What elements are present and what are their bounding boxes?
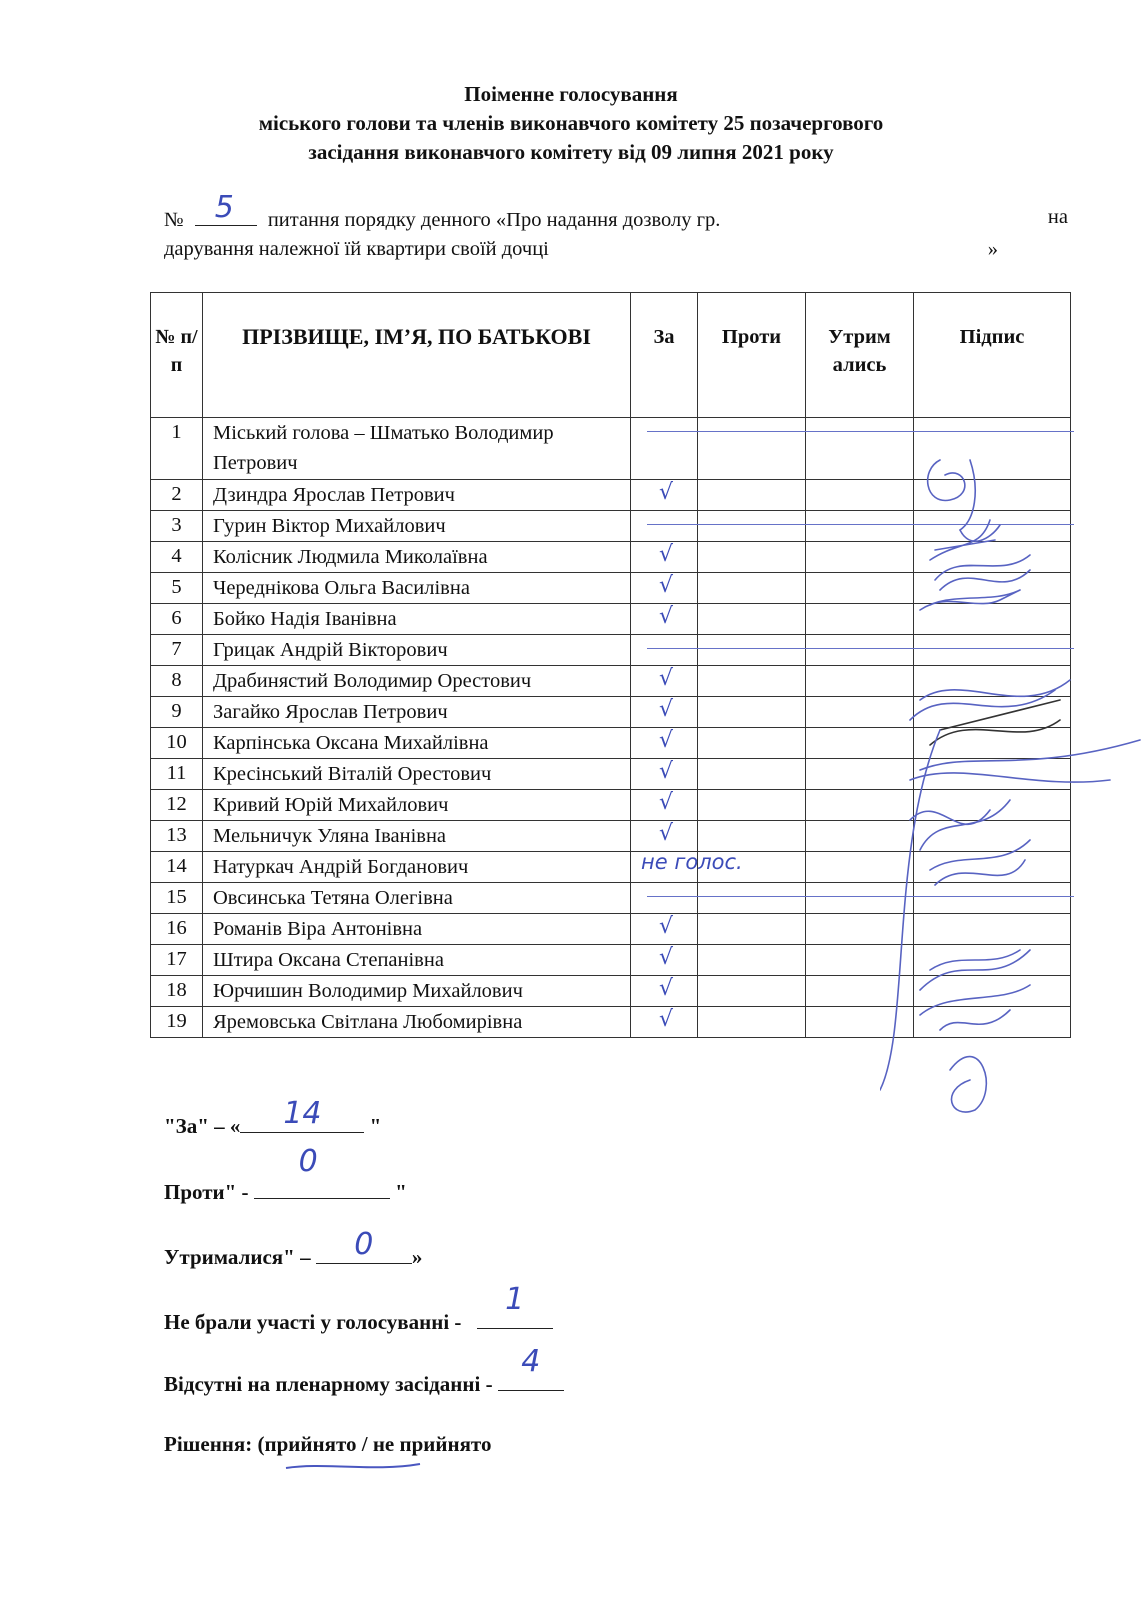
strike-line bbox=[647, 648, 701, 649]
table-row bbox=[151, 790, 1071, 821]
row-name: Череднікова Ольга Василівна bbox=[203, 573, 631, 604]
title-line-3: засідання виконавчого комітету від 09 липня 2021 року bbox=[308, 140, 834, 164]
decision bbox=[164, 1432, 491, 1457]
tally-not-voting bbox=[164, 1282, 553, 1335]
row-name: Кривий Юрій Михайлович bbox=[203, 790, 631, 821]
question-text-1-end: на bbox=[1047, 206, 1068, 228]
tally-abstained-label: Утрималися" – bbox=[164, 1245, 316, 1269]
row-for bbox=[631, 542, 698, 573]
tally-absent-field bbox=[498, 1344, 564, 1391]
row-signature bbox=[914, 697, 1071, 728]
tally-for bbox=[164, 1096, 382, 1139]
row-num: 8 bbox=[151, 666, 203, 697]
row-abstained bbox=[806, 976, 914, 1007]
row-abstained bbox=[806, 728, 914, 759]
row-name: Драбинястий Володимир Орестович bbox=[203, 666, 631, 697]
table-row bbox=[151, 759, 1071, 790]
row-signature bbox=[914, 759, 1071, 790]
header-against: Проти bbox=[698, 293, 806, 418]
row-signature bbox=[914, 976, 1071, 1007]
decision-underline bbox=[284, 1460, 424, 1474]
row-num: 19 bbox=[151, 1007, 203, 1038]
document-title bbox=[0, 80, 1142, 167]
row-signature bbox=[914, 418, 1071, 480]
check-mark-icon: √ bbox=[659, 480, 674, 505]
question-number-handwritten: 5 bbox=[214, 190, 234, 225]
row-abstained bbox=[806, 480, 914, 511]
row-abstained bbox=[806, 511, 914, 542]
row-against bbox=[698, 883, 806, 914]
table-row bbox=[151, 480, 1071, 511]
row-num: 7 bbox=[151, 635, 203, 666]
row-num: 9 bbox=[151, 697, 203, 728]
row-name: Юрчишин Володимир Михайлович bbox=[203, 976, 631, 1007]
tally-absent bbox=[164, 1344, 564, 1397]
title-line-1: Поіменне голосування bbox=[464, 82, 678, 106]
row-against bbox=[698, 821, 806, 852]
row-for bbox=[631, 790, 698, 821]
row-signature bbox=[914, 604, 1071, 635]
table-row bbox=[151, 697, 1071, 728]
row-for bbox=[631, 604, 698, 635]
table-row bbox=[151, 852, 1071, 883]
check-mark-icon: √ bbox=[659, 790, 674, 815]
row-signature bbox=[914, 511, 1071, 542]
tally-not-voting-field bbox=[477, 1282, 553, 1329]
row-against bbox=[698, 914, 806, 945]
row-num: 1 bbox=[151, 418, 203, 480]
question-text-1: питання порядку денного «Про надання дозволу гр. bbox=[267, 209, 721, 231]
row-for bbox=[631, 850, 743, 883]
row-name: Дзиндра Ярослав Петрович bbox=[203, 480, 631, 511]
row-num: 18 bbox=[151, 976, 203, 1007]
check-mark-icon: √ bbox=[659, 976, 674, 1001]
agenda-question bbox=[164, 190, 1068, 264]
row-name: Овсинська Тетяна Олегівна bbox=[203, 883, 631, 914]
strike-line bbox=[647, 431, 701, 432]
row-for bbox=[631, 945, 698, 976]
header-signature: Підпис bbox=[914, 293, 1071, 418]
row-num: 3 bbox=[151, 511, 203, 542]
tally-abstained-value: 0 bbox=[354, 1227, 374, 1262]
row-for bbox=[631, 976, 698, 1007]
row-abstained bbox=[806, 635, 914, 666]
row-abstained bbox=[806, 914, 914, 945]
row-for bbox=[631, 418, 698, 480]
row-for bbox=[631, 573, 698, 604]
row-name: Штира Оксана Степанівна bbox=[203, 945, 631, 976]
row-against bbox=[698, 852, 806, 883]
row-signature bbox=[914, 666, 1071, 697]
row-against bbox=[698, 418, 806, 480]
question-text-2: дарування належної їй квартири своїй дочці bbox=[164, 238, 549, 260]
row-abstained bbox=[806, 945, 914, 976]
row-abstained bbox=[806, 666, 914, 697]
header-num: № п/п bbox=[151, 293, 203, 418]
row-abstained bbox=[806, 697, 914, 728]
row-against bbox=[698, 728, 806, 759]
strike-line bbox=[647, 896, 701, 897]
row-name: Романів Віра Антонівна bbox=[203, 914, 631, 945]
tally-not-voting-label: Не брали участі у голосуванні - bbox=[164, 1310, 467, 1334]
tally-against-label: Проти" - bbox=[164, 1180, 254, 1204]
tally-not-voting-value: 1 bbox=[505, 1282, 525, 1317]
row-signature bbox=[914, 728, 1071, 759]
title-line-2: міського голови та членів виконавчого комітету 25 позачергового bbox=[258, 111, 884, 135]
table-row bbox=[151, 821, 1071, 852]
table-row bbox=[151, 511, 1071, 542]
tally-for-field bbox=[240, 1096, 364, 1133]
check-mark-icon: √ bbox=[659, 1007, 674, 1032]
row-against bbox=[698, 790, 806, 821]
voting-table bbox=[150, 292, 1071, 1038]
row-against bbox=[698, 1007, 806, 1038]
strike-line bbox=[914, 524, 1074, 525]
row-num: 2 bbox=[151, 480, 203, 511]
question-line-1 bbox=[164, 190, 1068, 235]
row-num: 17 bbox=[151, 945, 203, 976]
row-signature bbox=[914, 821, 1071, 852]
row-num: 13 bbox=[151, 821, 203, 852]
table-row bbox=[151, 728, 1071, 759]
row-num: 14 bbox=[151, 852, 203, 883]
strike-line bbox=[806, 648, 917, 649]
check-mark-icon: √ bbox=[659, 666, 674, 691]
row-abstained bbox=[806, 790, 914, 821]
row-signature bbox=[914, 945, 1071, 976]
strike-line bbox=[698, 896, 809, 897]
check-mark-icon: √ bbox=[659, 759, 674, 784]
row-num: 16 bbox=[151, 914, 203, 945]
row-for bbox=[631, 697, 698, 728]
table-row bbox=[151, 573, 1071, 604]
check-mark-icon: √ bbox=[659, 604, 674, 629]
tally-abstained-field bbox=[316, 1227, 412, 1264]
row-for bbox=[631, 666, 698, 697]
question-number-prefix: № bbox=[164, 209, 184, 231]
row-for bbox=[631, 1007, 698, 1038]
table-row bbox=[151, 666, 1071, 697]
row-num: 15 bbox=[151, 883, 203, 914]
row-against bbox=[698, 511, 806, 542]
row-abstained bbox=[806, 573, 914, 604]
tally-for-value: 14 bbox=[283, 1096, 322, 1131]
check-mark-icon: √ bbox=[659, 914, 674, 939]
row-signature bbox=[914, 480, 1071, 511]
row-signature bbox=[914, 573, 1071, 604]
row-against bbox=[698, 604, 806, 635]
strike-line bbox=[647, 524, 701, 525]
tally-against-label-end: " bbox=[389, 1180, 407, 1204]
row-for bbox=[631, 759, 698, 790]
row-name: Колісник Людмила Миколаївна bbox=[203, 542, 631, 573]
row-abstained bbox=[806, 759, 914, 790]
tally-against-value: 0 bbox=[298, 1144, 318, 1179]
row-for bbox=[631, 511, 698, 542]
row-num: 6 bbox=[151, 604, 203, 635]
row-num: 10 bbox=[151, 728, 203, 759]
row-against bbox=[698, 573, 806, 604]
table-row bbox=[151, 883, 1071, 914]
row-signature bbox=[914, 1007, 1071, 1038]
row-against bbox=[698, 480, 806, 511]
table-row bbox=[151, 542, 1071, 573]
row-signature bbox=[914, 635, 1071, 666]
row-abstained bbox=[806, 852, 914, 883]
row-against bbox=[698, 697, 806, 728]
row-num: 11 bbox=[151, 759, 203, 790]
tally-abstained-label-end: » bbox=[411, 1245, 423, 1269]
row-signature bbox=[914, 914, 1071, 945]
check-mark-icon: √ bbox=[659, 573, 674, 598]
row-name: Карпінська Оксана Михайлівна bbox=[203, 728, 631, 759]
row-for bbox=[631, 883, 698, 914]
header-name: ПРІЗВИЩЕ, ІМ’Я, ПО БАТЬКОВІ bbox=[203, 293, 631, 418]
row-name: Яремовська Світлана Любомирівна bbox=[203, 1007, 631, 1038]
tally-absent-label: Відсутні на пленарному засіданні - bbox=[164, 1372, 498, 1396]
table-row bbox=[151, 945, 1071, 976]
strike-line bbox=[698, 524, 809, 525]
row-signature bbox=[914, 852, 1071, 883]
table-row bbox=[151, 914, 1071, 945]
row-abstained bbox=[806, 418, 914, 480]
row-against bbox=[698, 635, 806, 666]
table-row bbox=[151, 976, 1071, 1007]
tally-absent-value: 4 bbox=[521, 1344, 541, 1379]
tally-for-label-end: " bbox=[364, 1114, 382, 1138]
row-name: Натуркач Андрій Богданович bbox=[203, 852, 631, 883]
row-against bbox=[698, 542, 806, 573]
table-row bbox=[151, 1007, 1071, 1038]
table-header-row bbox=[151, 293, 1071, 418]
row-against bbox=[698, 945, 806, 976]
check-mark-icon: √ bbox=[659, 945, 674, 970]
tally-for-label: "За" – « bbox=[164, 1114, 241, 1138]
row-abstained bbox=[806, 604, 914, 635]
check-mark-icon: √ bbox=[659, 697, 674, 722]
row-against bbox=[698, 666, 806, 697]
row-abstained bbox=[806, 883, 914, 914]
row-num: 12 bbox=[151, 790, 203, 821]
question-text-2-end: » bbox=[987, 238, 998, 260]
row-name: Мельничук Уляна Іванівна bbox=[203, 821, 631, 852]
row-abstained bbox=[806, 1007, 914, 1038]
row-signature bbox=[914, 790, 1071, 821]
row-abstained bbox=[806, 821, 914, 852]
decision-label: Рішення: (прийнято / не прийнято bbox=[164, 1432, 492, 1456]
row-name: Кресінський Віталій Орестович bbox=[203, 759, 631, 790]
row-for bbox=[631, 821, 698, 852]
tally-against bbox=[164, 1144, 407, 1205]
row-signature bbox=[914, 883, 1071, 914]
row-against bbox=[698, 976, 806, 1007]
tally-abstained bbox=[164, 1227, 423, 1270]
strike-line bbox=[914, 648, 1074, 649]
row-against bbox=[698, 759, 806, 790]
row-abstained bbox=[806, 542, 914, 573]
row-for bbox=[631, 635, 698, 666]
vote-note: не голос. bbox=[641, 850, 743, 874]
strike-line bbox=[806, 431, 917, 432]
row-name: Загайко Ярослав Петрович bbox=[203, 697, 631, 728]
table-row bbox=[151, 604, 1071, 635]
strike-line bbox=[914, 431, 1074, 432]
header-abstained: Утрим ались bbox=[806, 293, 914, 418]
strike-line bbox=[806, 524, 917, 525]
row-name: Бойко Надія Іванівна bbox=[203, 604, 631, 635]
strike-line bbox=[806, 896, 917, 897]
row-for bbox=[631, 914, 698, 945]
row-name: Гурин Віктор Михайлович bbox=[203, 511, 631, 542]
question-number-field bbox=[195, 190, 257, 226]
table-row bbox=[151, 635, 1071, 666]
row-num: 5 bbox=[151, 573, 203, 604]
strike-line bbox=[698, 431, 809, 432]
check-mark-icon: √ bbox=[659, 542, 674, 567]
strike-line bbox=[698, 648, 809, 649]
strike-line bbox=[914, 896, 1074, 897]
row-name: Грицак Андрій Вікторович bbox=[203, 635, 631, 666]
row-name: Міський голова – Шматько Володимир Петрович bbox=[203, 418, 631, 480]
tally-against-field bbox=[254, 1144, 390, 1199]
question-line-2 bbox=[164, 235, 998, 264]
row-for bbox=[631, 480, 698, 511]
table-row bbox=[151, 418, 1071, 480]
header-for: За bbox=[631, 293, 698, 418]
row-for bbox=[631, 728, 698, 759]
row-signature bbox=[914, 542, 1071, 573]
row-num: 4 bbox=[151, 542, 203, 573]
check-mark-icon: √ bbox=[659, 728, 674, 753]
check-mark-icon: √ bbox=[659, 821, 674, 846]
